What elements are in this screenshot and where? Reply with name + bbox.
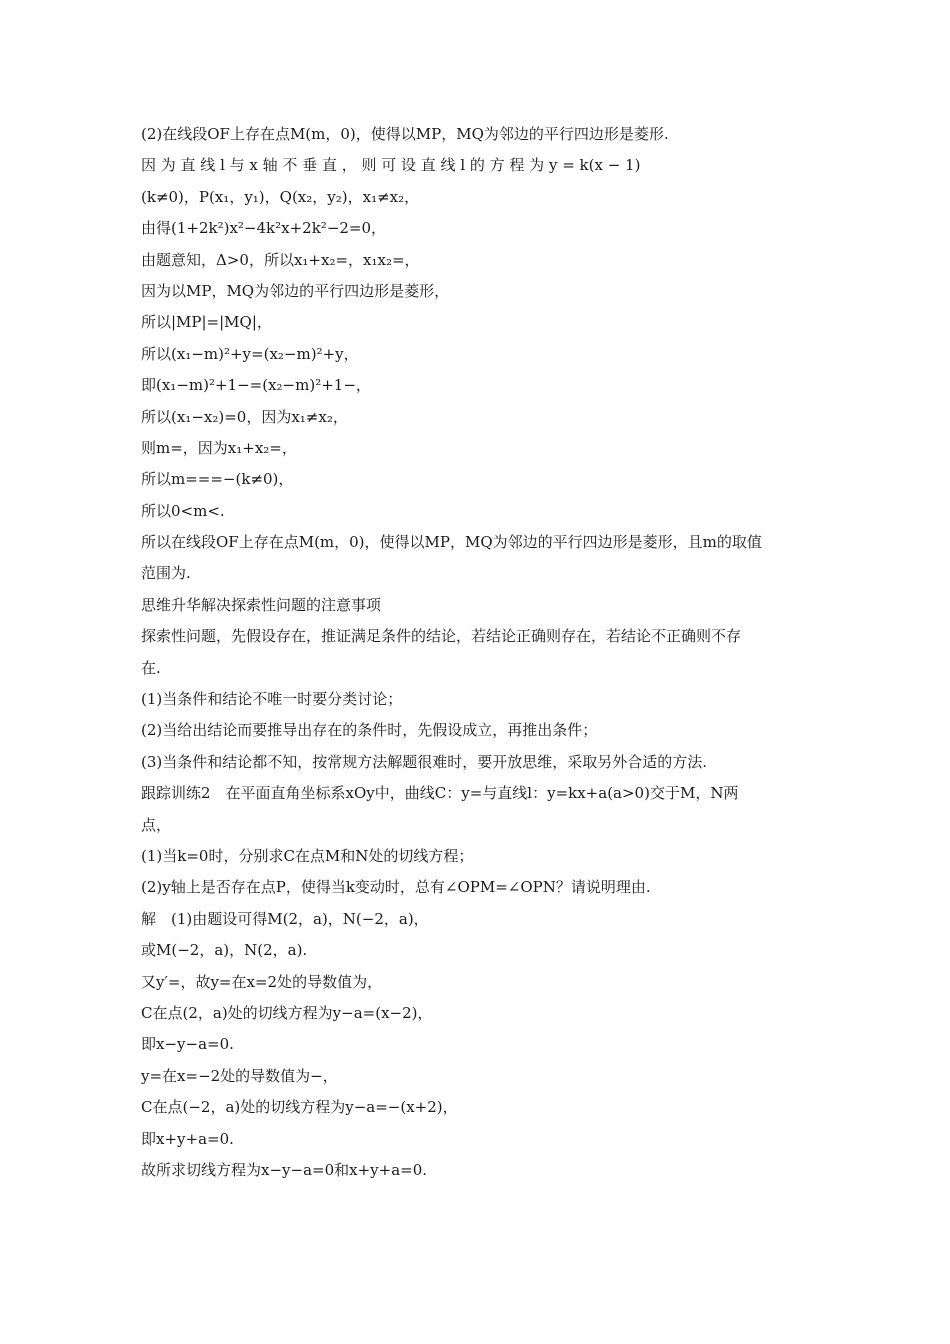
- text-line: y=在x=−2处的导数值为−，: [141, 1066, 338, 1085]
- text-line: 所以在线段OF上存在点M(m，0)，使得以MP，MQ为邻边的平行四边形是菱形，且m的取值: [141, 533, 762, 552]
- text-line: 所以m===−(k≠0)，: [141, 470, 294, 489]
- text-line: 即x−y−a=0.: [141, 1035, 234, 1054]
- text-line: (2)在线段OF上存在点M(m，0)，使得以MP，MQ为邻边的平行四边形是菱形.: [141, 125, 669, 143]
- text-line: (2)当给出结论而要推导出存在的条件时，先假设成立，再推出条件；: [141, 721, 598, 740]
- text-line: (1)当条件和结论不唯一时要分类讨论；: [141, 690, 403, 709]
- text-line: 范围为.: [141, 564, 191, 583]
- solution-start: 解 (1)由题设可得M(2，a)，N(−2，a)，: [141, 909, 429, 928]
- text-line: 则m=，因为x₁+x₂=，: [141, 438, 297, 457]
- text-line: 即x+y+a=0.: [141, 1129, 234, 1148]
- text-line: 故所求切线方程为x−y−a=0和x+y+a=0.: [141, 1160, 428, 1179]
- text-line: 所以|MP|=|MQ|，: [141, 313, 272, 332]
- text-line: 在.: [141, 658, 161, 677]
- text-line: (2)y轴上是否存在点P，使得当k变动时，总有∠OPM=∠OPN？请说明理由.: [141, 878, 651, 897]
- text-line: 因 为 直 线 l 与 x 轴 不 垂 直 ， 则 可 设 直 线 l 的 方 程 为 y = k(x − 1): [141, 156, 641, 175]
- text-line: 由题意知，Δ>0，所以x₁+x₂=，x₁x₂=，: [141, 250, 420, 269]
- text-line: 点，: [141, 815, 172, 834]
- document-body: [141, 119, 811, 1186]
- text-line: 由得(1+2k²)x²−4k²x+2k²−2=0，: [141, 219, 387, 238]
- text-line: 又y′=，故y=在x=2处的导数值为，: [141, 972, 383, 991]
- text-line: 所以(x₁−x₂)=0，因为x₁≠x₂，: [141, 407, 348, 426]
- text-line: 或M(−2，a)，N(2，a).: [141, 941, 308, 960]
- text-line: (1)当k=0时，分别求C在点M和N处的切线方程；: [141, 846, 474, 865]
- text-line: (3)当条件和结论都不知，按常规方法解题很难时，要开放思维，采取另外合适的方法.: [141, 752, 708, 771]
- text-line: 因为以MP，MQ为邻边的平行四边形是菱形，: [141, 281, 450, 300]
- text-line: 探索性问题，先假设存在，推证满足条件的结论，若结论正确则存在，若结论不正确则不存: [141, 627, 742, 646]
- exercise-heading: 跟踪训练2 在平面直角坐标系xOy中，曲线C：y=与直线l：y=kx+a(a>0)交于M，N两: [141, 784, 739, 803]
- text-line: C在点(−2，a)处的切线方程为y−a=−(x+2)，: [141, 1098, 458, 1117]
- text-line: 即(x₁−m)²+1−=(x₂−m)²+1−，: [141, 376, 371, 395]
- text-line: (k≠0)，P(x₁，y₁)，Q(x₂，y₂)，x₁≠x₂，: [141, 187, 420, 206]
- section-heading: 思维升华解决探索性问题的注意事项: [141, 595, 382, 614]
- text-line: 所以(x₁−m)²+y=(x₂−m)²+y，: [141, 344, 359, 363]
- text-line: 所以0<m<.: [141, 501, 225, 520]
- text-line: C在点(2，a)处的切线方程为y−a=(x−2)，: [141, 1003, 433, 1022]
